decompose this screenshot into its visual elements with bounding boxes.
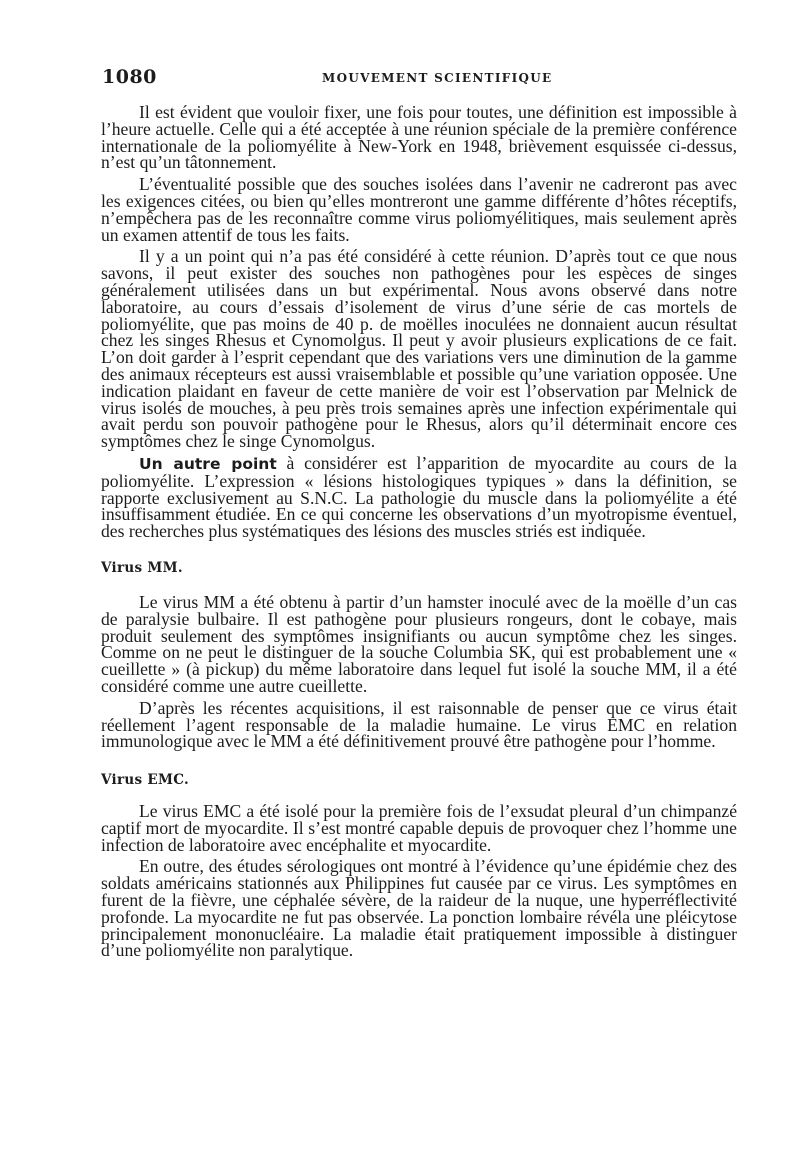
body-text (101, 104, 737, 964)
paragraph-definition: Il est évident que vouloir fixer, une fois pour toutes, une définition est impossible à l’heure actuelle. Celle qui a été acceptée à une réunion spéciale de la première conférence internationale de la poliomyélite à New-York en 1948, brièvement esquissée ci-dessus, n’est qu’un tâtonnement. (101, 102, 737, 173)
paragraph-virus-mm-origin: Le virus MM a été obtenu à partir d’un hamster inoculé avec de la moëlle d’un cas de paralysie bulbaire. Il est pathogène pour plusieurs rongeurs, dont le cobaye, mais produit seulement des symptômes insignifiants ou aucun symptôme chez les singes. Comme on ne peut le distinguer de la souche Columbia SK, qui est probablement une « cueillette » (à pickup) du même laboratoire dans lequel fut isolé la souche MM, il a été considéré comme une autre cueillette. (101, 591, 737, 696)
paragraph-myocarditis-text: à considérer est l’apparition de myocardite au cours de la poliomyélite. L’expression « lésions histologiques typiques » dans la définition, se rapporte exclusivement au S.N.C. La pathologie du muscle dans la poliomyélite a été insuffisamment étudiée. En ce qui concerne les observations d’un myotropisme éventuel, des recherches plus systématiques des lésions des muscles striés est indiquée. (101, 452, 737, 542)
page-number: 1080 (102, 66, 157, 88)
running-title: MOUVEMENT SCIENTIFIQUE (322, 71, 553, 85)
paragraph-non-pathogenic-strains: Il y a un point qui n’a pas été considéré à cette réunion. D’après tout ce que nous savons, il peut exister des souches non pathogènes pour les espèces de singes généralement utilisées dans un but expérimental. Nous avons observé dans notre laboratoire, au cours d’essais d’isolement de virus d’une série de cas mortels de poliomyélite, que pas moins de 40 p. de moëlles inoculées ne donnaient aucun résultat chez les singes Rhesus et Cynomolgus. Il peut y avoir plusieurs explications de ce fait. L’on doit garder à l’esprit cependant que des variations vers une diminution de la gamme des animaux récepteurs est aussi vraisemblable et possible qu’une variation opposée. Une indication plaidant en faveur de cette manière de voir est l’observation par Melnick de virus isolés de mouches, à peu près trois semaines après une infection expérimentale qui avait perdu son pouvoir pathogène pour le Rhesus, alors qu’il déterminait encore ces symptômes chez le singe Cynomolgus. (101, 246, 737, 452)
paragraph-virus-mm-human: D’après les récentes acquisitions, il est raisonnable de penser que ce virus était réellement l’agent responsable de la maladie humaine. Le virus EMC en relation immunologique avec le MM a été définitivement prouvé être pathogène pour l’homme. (101, 697, 737, 752)
paragraph-myocarditis (101, 452, 737, 542)
running-header (102, 66, 738, 92)
paragraph-virus-emc-epidemic: En outre, des études sérologiques ont montré à l’évidence qu’une épidémie chez des soldats américains stationnés aux Philippines fut causée par ce virus. Les symptômes en furent de la fièvre, une céphalée sévère, de la raideur de la nuque, une hyperréflectivité profonde. La myocardite ne fut pas observée. La ponction lombaire révéla une pléicytose principalement mononucléaire. La maladie était pratiquement impossible à distinguer d’une poliomyélite non paralytique. (101, 856, 737, 961)
section-heading-virus-emc: Virus EMC. (101, 772, 190, 789)
section-heading-virus-mm: Virus MM. (101, 559, 183, 576)
paragraph-virus-emc-origin: Le virus EMC a été isolé pour la première fois de l’exsudat pleural d’un chimpanzé captif mort de myocardite. Il s’est montré capable depuis de provoquer chez l’homme une infection de laboratoire avec encéphalite et myocardite. (101, 801, 737, 855)
paragraph-lead-phrase: Un autre point (139, 454, 277, 473)
paragraph-future-strains: L’éventualité possible que des souches isolées dans l’avenir ne cadreront pas avec les exigences citées, ou bien qu’elles montreront une gamme différente d’hôtes réceptifs, n’empêchera pas de les reconnaître comme virus poliomyélitiques, mais seulement après un examen attentif de tous les faits. (101, 174, 737, 245)
